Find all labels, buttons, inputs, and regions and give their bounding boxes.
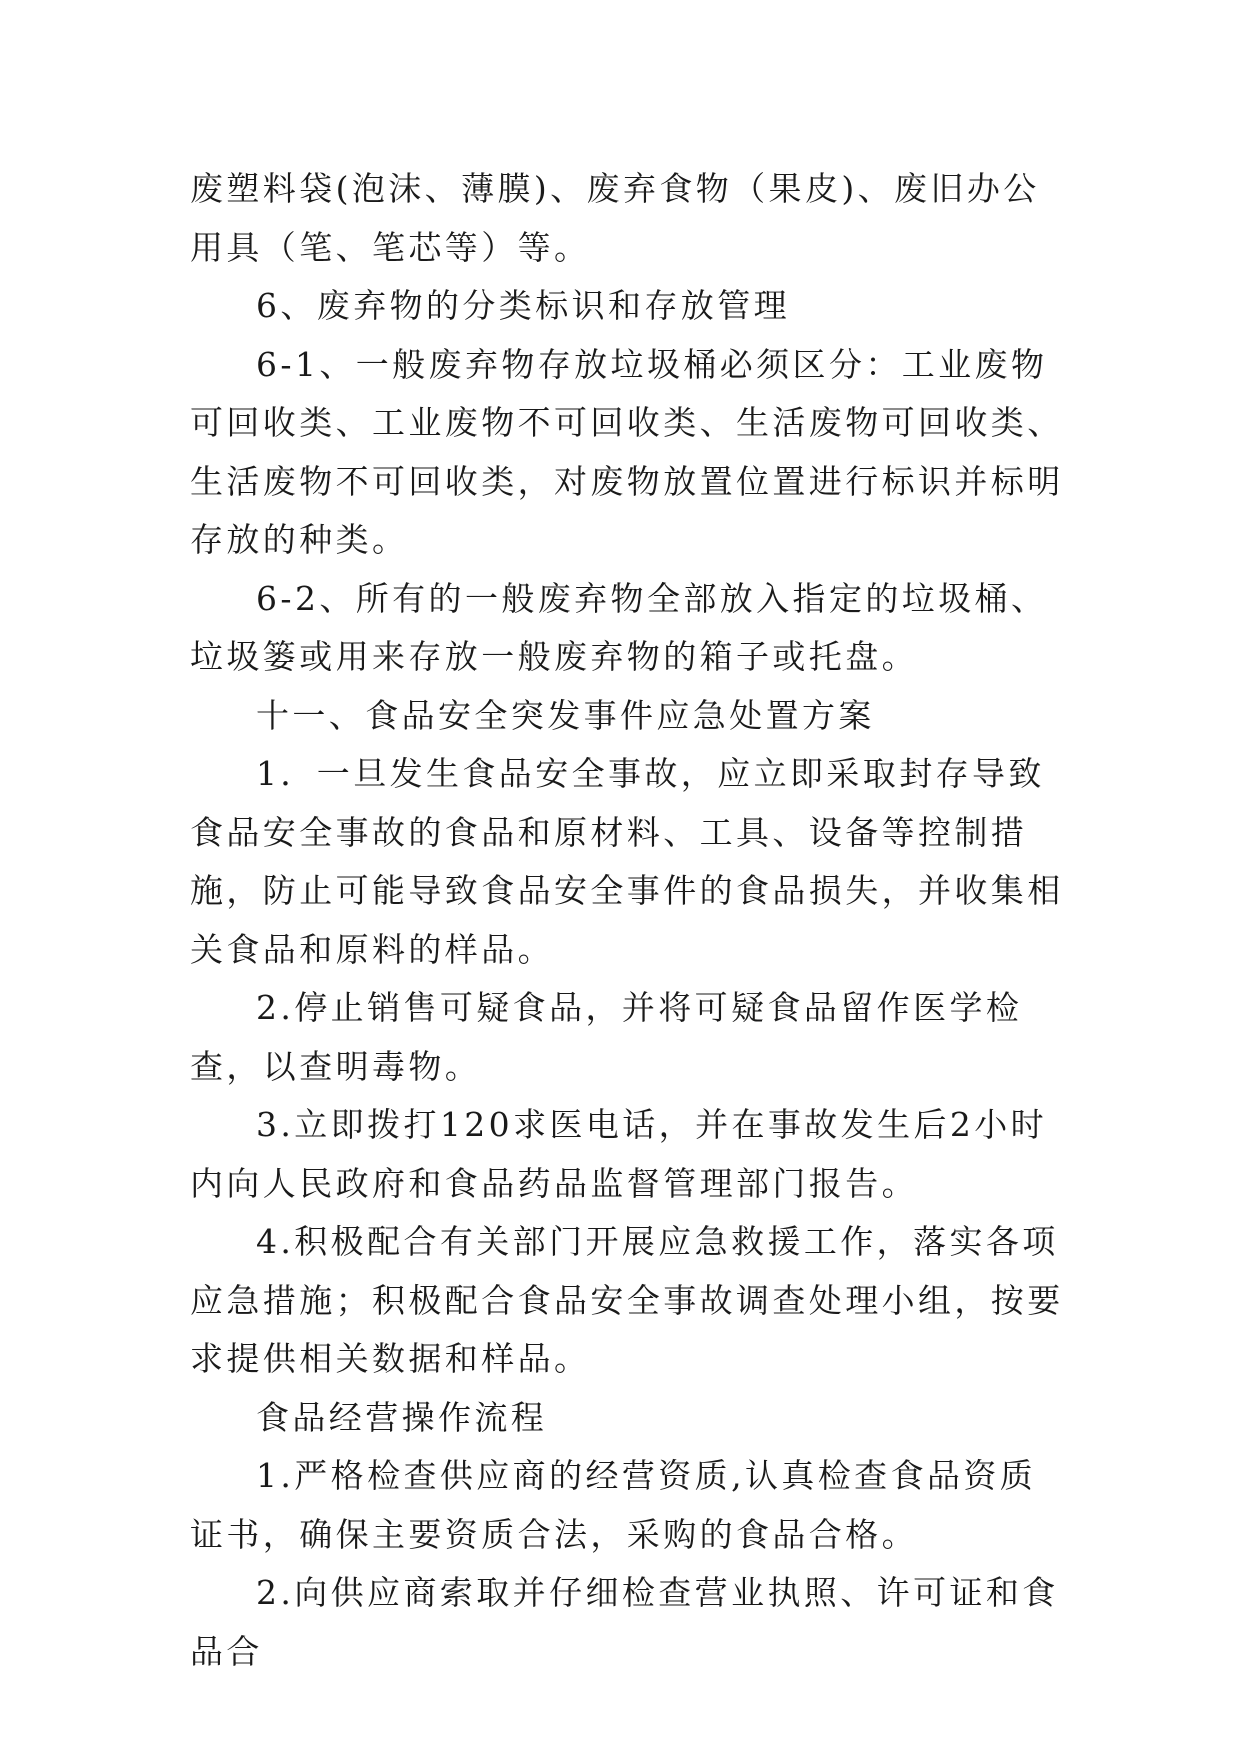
paragraph-operation-2: 2.向供应商索取并仔细检查营业执照、许可证和食品合 (190, 1573, 1059, 1671)
document-body (190, 160, 1070, 1681)
heading-operation-process: 食品经营操作流程 (256, 1397, 548, 1437)
paragraph-emergency-1: 1．一旦发生食品安全事故，应立即采取封存导致食品安全事故的食品和原材料、工具、设备等控制措施，防止可能导致食品安全事件的食品损失，并收集相关食品和原料的样品。 (190, 754, 1064, 969)
paragraph-emergency-2: 2.停止销售可疑食品，并将可疑食品留作医学检查，以查明毒物。 (190, 988, 1023, 1086)
paragraph-6-2: 6-2、所有的一般废弃物全部放入指定的垃圾桶、垃圾篓或用来存放一般废弃物的箱子或托盘。 (190, 578, 1048, 676)
paragraph-operation-1: 1.严格检查供应商的经营资质,认真检查食品资质证书，确保主要资质合法，采购的食品合格。 (190, 1456, 1037, 1554)
paragraph-6-1: 6-1、一般废弃物存放垃圾桶必须区分：工业废物可回收类、工业废物不可回收类、生活废物可回收类、生活废物不可回收类，对废物放置位置进行标识并标明存放的种类。 (190, 344, 1064, 559)
paragraph-emergency-3: 3.立即拨打120求医电话，并在事故发生后2小时内向人民政府和食品药品监督管理部门报告。 (190, 1105, 1048, 1203)
heading-waste-classification: 6、废弃物的分类标识和存放管理 (256, 286, 790, 325)
paragraph-waste-items: 废塑料袋(泡沫、薄膜)、废弃食物（果皮)、废旧办公用具（笔、笔芯等）等。 (190, 169, 1040, 267)
paragraph-emergency-4: 4.积极配合有关部门开展应急救援工作，落实各项应急措施；积极配合食品安全事故调查处理小组，按要求提供相关数据和样品。 (190, 1222, 1064, 1378)
heading-emergency-plan: 十一、食品安全突发事件应急处置方案 (256, 695, 875, 735)
